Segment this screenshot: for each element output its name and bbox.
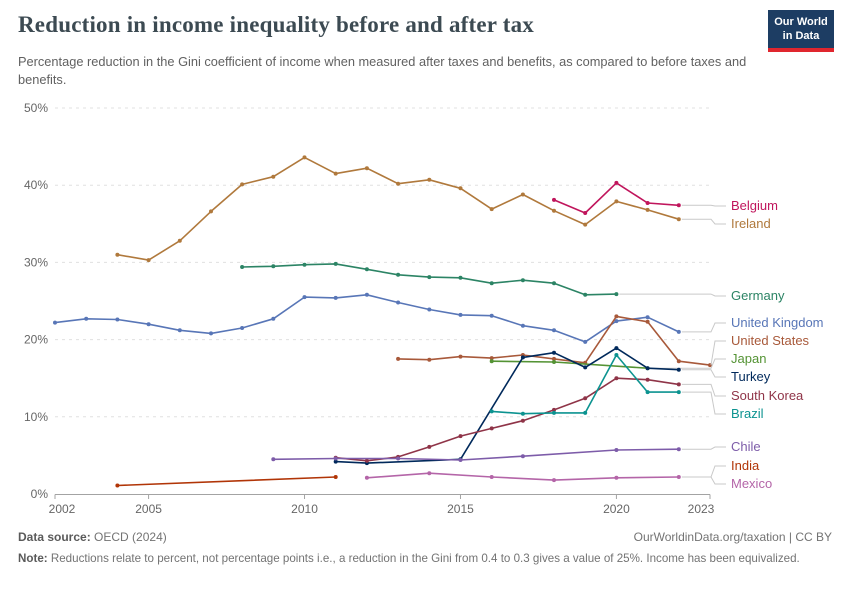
data-source-label: Data source: bbox=[18, 530, 91, 544]
point-chile-2013[interactable] bbox=[396, 457, 400, 461]
series-line-mexico[interactable] bbox=[367, 473, 679, 480]
data-source bbox=[18, 530, 167, 544]
point-south-korea-2017[interactable] bbox=[521, 419, 525, 423]
y-tick-label-0: 0% bbox=[30, 487, 48, 501]
point-mexico-2016[interactable] bbox=[490, 475, 494, 479]
legend-label-mexico[interactable]: Mexico bbox=[731, 476, 773, 491]
legend-connector-germany bbox=[619, 294, 726, 296]
series-chile[interactable] bbox=[271, 447, 726, 462]
point-germany-2010[interactable] bbox=[303, 263, 307, 267]
owid-logo-line2: in Data bbox=[782, 30, 820, 43]
legend-connector-mexico bbox=[682, 477, 726, 484]
point-ireland-2011[interactable] bbox=[334, 172, 338, 176]
point-brazil-2017[interactable] bbox=[521, 412, 525, 416]
series-ireland[interactable] bbox=[115, 155, 726, 262]
point-mexico-2022[interactable] bbox=[677, 475, 681, 479]
point-united-kingdom-2005[interactable] bbox=[147, 322, 151, 326]
point-ireland-2009[interactable] bbox=[271, 175, 275, 179]
legend-label-ireland[interactable]: Ireland bbox=[731, 216, 771, 231]
point-germany-2008[interactable] bbox=[240, 265, 244, 269]
point-germany-2017[interactable] bbox=[521, 278, 525, 282]
note-text: Reductions relate to percent, not percentage points i.e., a reduction in the Gini from 0.4 to 0.3 gives a value of 25%. Income has been equivalized. bbox=[50, 552, 800, 565]
legend-label-belgium[interactable]: Belgium bbox=[731, 198, 778, 213]
series-line-ireland[interactable] bbox=[117, 157, 678, 260]
point-brazil-2019[interactable] bbox=[583, 411, 587, 415]
point-ireland-2016[interactable] bbox=[490, 207, 494, 211]
point-united-kingdom-2016[interactable] bbox=[490, 314, 494, 318]
point-ireland-2020[interactable] bbox=[614, 199, 618, 203]
note-label: Note: bbox=[18, 552, 48, 565]
point-belgium-2022[interactable] bbox=[677, 203, 681, 207]
point-ireland-2015[interactable] bbox=[459, 186, 463, 190]
y-tick-label-10: 10% bbox=[23, 409, 48, 424]
point-belgium-2018[interactable] bbox=[552, 198, 556, 202]
legend-connector-united-states bbox=[711, 341, 726, 365]
point-brazil-2022[interactable] bbox=[677, 390, 681, 394]
point-united-kingdom-2002[interactable] bbox=[53, 321, 57, 325]
point-south-korea-2021[interactable] bbox=[646, 378, 650, 382]
point-ireland-2012[interactable] bbox=[365, 166, 369, 170]
point-ireland-2013[interactable] bbox=[396, 182, 400, 186]
legend-label-united-kingdom[interactable]: United Kingdom bbox=[731, 315, 824, 330]
point-united-kingdom-2018[interactable] bbox=[552, 328, 556, 332]
y-tick-label-30: 30% bbox=[23, 255, 48, 270]
point-united-states-2021[interactable] bbox=[646, 320, 650, 324]
point-chile-2017[interactable] bbox=[521, 454, 525, 458]
series-line-germany[interactable] bbox=[242, 264, 616, 295]
series-mexico[interactable] bbox=[365, 471, 726, 484]
point-mexico-2020[interactable] bbox=[614, 476, 618, 480]
point-belgium-2019[interactable] bbox=[583, 211, 587, 215]
point-germany-2013[interactable] bbox=[396, 273, 400, 277]
point-united-states-2013[interactable] bbox=[396, 357, 400, 361]
x-tick-label-2020: 2020 bbox=[603, 502, 630, 516]
x-tick-label-2010: 2010 bbox=[291, 502, 318, 516]
legend-label-united-states[interactable]: United States bbox=[731, 333, 810, 348]
legend-connector-ireland bbox=[682, 219, 726, 224]
data-source-value: OECD (2024) bbox=[94, 530, 167, 544]
point-united-states-2015[interactable] bbox=[459, 355, 463, 359]
point-turkey-2021[interactable] bbox=[646, 366, 650, 370]
point-ireland-2022[interactable] bbox=[677, 217, 681, 221]
series-line-turkey[interactable] bbox=[336, 348, 679, 463]
series-india[interactable] bbox=[115, 466, 726, 488]
point-south-korea-2012[interactable] bbox=[365, 459, 369, 463]
series-line-south-korea[interactable] bbox=[336, 378, 679, 461]
point-united-kingdom-2008[interactable] bbox=[240, 326, 244, 330]
point-mexico-2014[interactable] bbox=[427, 471, 431, 475]
point-south-korea-2014[interactable] bbox=[427, 445, 431, 449]
series-germany[interactable] bbox=[240, 262, 726, 297]
series-japan[interactable] bbox=[490, 359, 726, 370]
x-tick-label-2015: 2015 bbox=[447, 502, 474, 516]
point-germany-2020[interactable] bbox=[614, 292, 618, 296]
point-united-kingdom-2012[interactable] bbox=[365, 293, 369, 297]
chart-subtitle: Percentage reduction in the Gini coefficient of income when measured after taxes and benefits, as compared to before taxes and benefits. bbox=[18, 54, 747, 88]
legend-label-turkey[interactable]: Turkey bbox=[731, 369, 771, 384]
point-united-kingdom-2021[interactable] bbox=[646, 315, 650, 319]
point-germany-2011[interactable] bbox=[334, 262, 338, 266]
point-germany-2018[interactable] bbox=[552, 281, 556, 285]
point-mexico-2012[interactable] bbox=[365, 476, 369, 480]
x-tick-label-2002: 2002 bbox=[48, 502, 76, 516]
legend-connector-belgium bbox=[682, 205, 726, 206]
legend-label-india[interactable]: India bbox=[731, 458, 760, 473]
legend-connector-brazil bbox=[682, 392, 726, 414]
point-united-kingdom-2006[interactable] bbox=[178, 328, 182, 332]
point-united-kingdom-2003[interactable] bbox=[84, 317, 88, 321]
point-india-2011[interactable] bbox=[334, 475, 338, 479]
legend-connector-japan bbox=[651, 359, 726, 368]
legend-connector-chile bbox=[682, 447, 726, 449]
x-tick-label-2023: 2023 bbox=[687, 502, 715, 516]
point-chile-2015[interactable] bbox=[459, 458, 463, 462]
point-united-states-2022[interactable] bbox=[677, 359, 681, 363]
point-united-kingdom-2017[interactable] bbox=[521, 324, 525, 328]
point-japan-2018[interactable] bbox=[552, 360, 556, 364]
x-tick-label-2005: 2005 bbox=[135, 502, 162, 516]
point-chile-2011[interactable] bbox=[334, 457, 338, 461]
point-south-korea-2022[interactable] bbox=[677, 382, 681, 386]
point-ireland-2021[interactable] bbox=[646, 208, 650, 212]
point-mexico-2018[interactable] bbox=[552, 478, 556, 482]
point-ireland-2010[interactable] bbox=[303, 155, 307, 159]
point-germany-2012[interactable] bbox=[365, 267, 369, 271]
point-united-kingdom-2010[interactable] bbox=[303, 295, 307, 299]
point-belgium-2020[interactable] bbox=[614, 181, 618, 185]
point-ireland-2014[interactable] bbox=[427, 178, 431, 182]
point-ireland-2005[interactable] bbox=[147, 258, 151, 262]
point-united-kingdom-2009[interactable] bbox=[271, 317, 275, 321]
legend-label-japan[interactable]: Japan bbox=[731, 351, 767, 366]
legend-connector-south-korea bbox=[682, 384, 726, 396]
series-turkey[interactable] bbox=[334, 346, 726, 465]
point-south-korea-2019[interactable] bbox=[583, 396, 587, 400]
point-ireland-2007[interactable] bbox=[209, 209, 213, 213]
point-united-kingdom-2015[interactable] bbox=[459, 313, 463, 317]
series-line-belgium[interactable] bbox=[554, 183, 679, 213]
series-line-india[interactable] bbox=[117, 477, 335, 486]
point-germany-2016[interactable] bbox=[490, 281, 494, 285]
series-belgium[interactable] bbox=[552, 181, 726, 215]
point-turkey-2020[interactable] bbox=[614, 346, 618, 350]
legend-connector-india bbox=[702, 466, 726, 477]
point-chile-2009[interactable] bbox=[271, 457, 275, 461]
point-ireland-2018[interactable] bbox=[552, 209, 556, 213]
attribution-separator: | bbox=[788, 530, 792, 544]
point-turkey-2017[interactable] bbox=[521, 355, 525, 359]
point-belgium-2021[interactable] bbox=[646, 201, 650, 205]
point-turkey-2018[interactable] bbox=[552, 351, 556, 355]
point-united-kingdom-2013[interactable] bbox=[396, 301, 400, 305]
point-germany-2014[interactable] bbox=[427, 275, 431, 279]
point-ireland-2004[interactable] bbox=[115, 253, 119, 257]
point-united-kingdom-2011[interactable] bbox=[334, 296, 338, 300]
point-brazil-2020[interactable] bbox=[614, 353, 618, 357]
attribution bbox=[634, 530, 832, 544]
point-united-kingdom-2004[interactable] bbox=[115, 318, 119, 322]
point-united-kingdom-2007[interactable] bbox=[209, 331, 213, 335]
series-line-united-kingdom[interactable] bbox=[55, 295, 679, 342]
point-south-korea-2020[interactable] bbox=[614, 376, 618, 380]
legend-label-germany[interactable]: Germany bbox=[731, 288, 785, 303]
chart-note bbox=[18, 551, 832, 567]
license-link[interactable]: CC BY bbox=[795, 530, 832, 544]
point-united-states-2020[interactable] bbox=[614, 314, 618, 318]
y-tick-label-50: 50% bbox=[23, 101, 48, 115]
point-chile-2020[interactable] bbox=[614, 448, 618, 452]
point-brazil-2016[interactable] bbox=[490, 409, 494, 413]
point-united-kingdom-2019[interactable] bbox=[583, 340, 587, 344]
legend-connector-united-kingdom bbox=[682, 323, 726, 332]
point-germany-2019[interactable] bbox=[583, 293, 587, 297]
point-united-states-2014[interactable] bbox=[427, 358, 431, 362]
point-ireland-2006[interactable] bbox=[178, 239, 182, 243]
legend-label-chile[interactable]: Chile bbox=[731, 439, 761, 454]
point-ireland-2019[interactable] bbox=[583, 223, 587, 227]
point-germany-2009[interactable] bbox=[271, 264, 275, 268]
legend-label-south-korea[interactable]: South Korea bbox=[731, 388, 804, 403]
y-tick-label-40: 40% bbox=[23, 178, 48, 193]
point-chile-2022[interactable] bbox=[677, 447, 681, 451]
legend-connector-turkey bbox=[682, 370, 726, 377]
y-tick-label-20: 20% bbox=[23, 332, 48, 347]
point-ireland-2017[interactable] bbox=[521, 193, 525, 197]
chart-footer bbox=[18, 530, 832, 567]
point-ireland-2008[interactable] bbox=[240, 182, 244, 186]
series-united-states[interactable] bbox=[396, 314, 726, 367]
attribution-link[interactable]: OurWorldinData.org/taxation bbox=[633, 530, 786, 544]
point-brazil-2021[interactable] bbox=[646, 390, 650, 394]
owid-logo-line1: Our World bbox=[774, 16, 828, 28]
point-brazil-2018[interactable] bbox=[552, 411, 556, 415]
page-title: Reduction in income inequality before and after tax bbox=[18, 12, 534, 37]
point-south-korea-2015[interactable] bbox=[459, 434, 463, 438]
point-india-2004[interactable] bbox=[115, 484, 119, 488]
point-south-korea-2016[interactable] bbox=[490, 426, 494, 430]
point-japan-2016[interactable] bbox=[490, 359, 494, 363]
point-turkey-2019[interactable] bbox=[583, 365, 587, 369]
point-germany-2015[interactable] bbox=[459, 276, 463, 280]
point-united-kingdom-2014[interactable] bbox=[427, 308, 431, 312]
point-united-kingdom-2022[interactable] bbox=[677, 330, 681, 334]
legend-label-brazil[interactable]: Brazil bbox=[731, 406, 764, 421]
point-turkey-2022[interactable] bbox=[677, 368, 681, 372]
